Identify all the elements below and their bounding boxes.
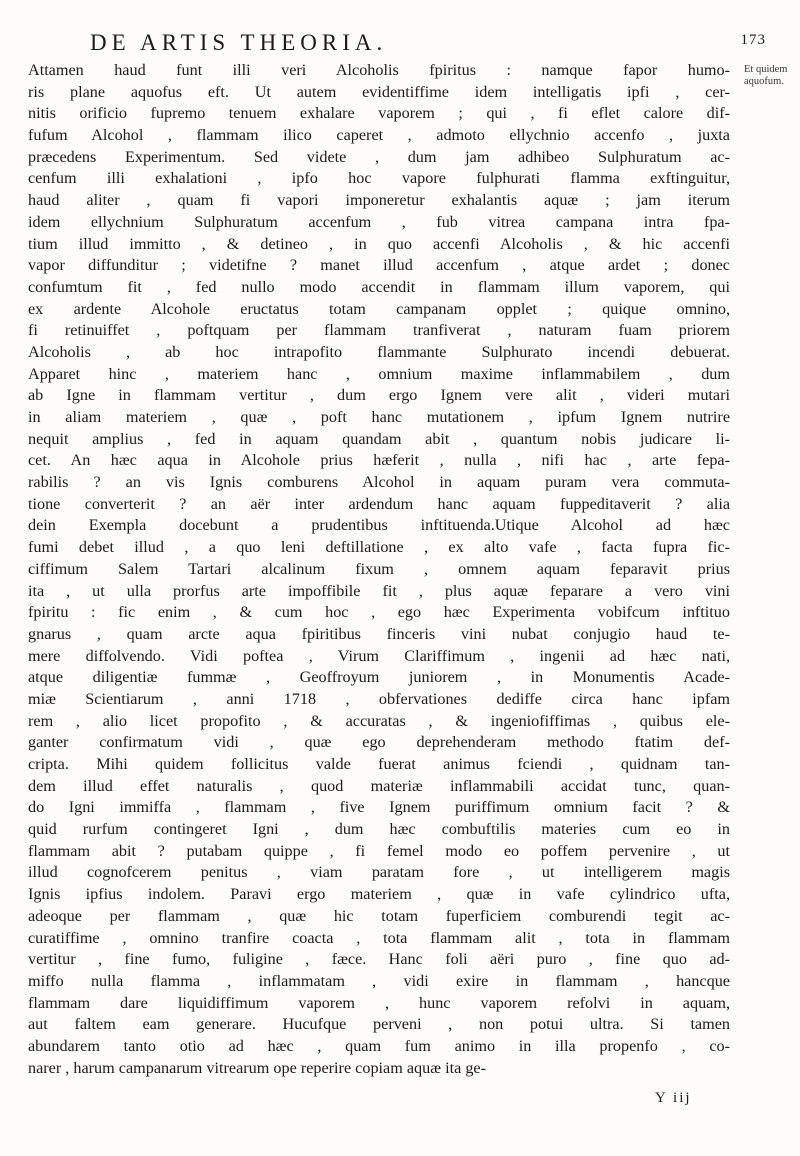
text-line: tium illud immitto , & detineo , in quo accenfi Alcoholis , & hic accenfi (28, 234, 730, 253)
text-line: haud aliter , quam fi vapori imponeretur exhalantis aquæ ; jam iterum (28, 191, 730, 210)
text-line: quid rurfum contingeret Igni , dum hæc combuftilis materies cum eo in (28, 820, 730, 839)
text-line: ciffimum Salem Tartari alcalinum fixum , omnem aquam feparavit prius (28, 559, 730, 578)
text-line: præcedens Experimentum. Sed videte , dum jam adhibeo Sulphuratum ac- (28, 147, 730, 166)
text-line: ex ardente Alcohole eructatus totam campanam opplet ; quique omnino, (28, 299, 730, 318)
text-line: curatiffime , omnino tranfire coacta , tota flammam alit , tota in flammam (28, 928, 730, 947)
text-line: fpiritu : fic enim , & cum hoc , ego hæc Experimenta vobifcum inftituo (28, 603, 730, 622)
text-line: fi retinuiffet , poftquam per flammam tranfiverat , naturam fuam priorem (28, 321, 730, 340)
page-number: 173 (740, 32, 766, 48)
text-line: cet. An hæc aqua in Alcohole prius hæferit , nulla , nifi hac , arte fepa- (28, 451, 730, 470)
text-line: vapor diffunditur ; videtifne ? manet illud accenfum , atque ardet ; donec (28, 256, 730, 275)
text-line: dein Exempla docebunt a prudentibus inftituenda.Utique Alcohol ad hæc (28, 516, 730, 535)
text-line: ganter confirmatum vidi , quæ ego deprehenderam methodo ftatim def- (28, 733, 730, 752)
text-line: flammam abit ? putabam quippe , fi femel modo eo poffem pervenire , ut (28, 841, 730, 860)
text-line: ita , ut ulla prorfus arte impoffibile fit , plus aquæ feparare a vero vini (28, 581, 730, 600)
marginal-note-line: aquofum. (744, 76, 784, 87)
text-line: in aliam materiem , quæ , poft hanc mutationem , ipfum Ignem nutrire (28, 408, 730, 426)
body-text (28, 60, 730, 1079)
text-line: Apparet hinc , materiem hanc , omnium maxime inflammabilem , dum (28, 364, 730, 383)
text-line: illud cognofcerem penitus , viam paratam fore , ut intelligerem magis (28, 863, 730, 882)
text-line: Alcoholis , ab hoc intrapofito flammante Sulphurato incendi debuerat. (28, 342, 730, 361)
text-line: fumi debet illud , a quo leni deftillatione , ex alto vafe , facta fupra fic- (28, 538, 730, 557)
text-line: nequit amplius , fed in aquam quandam abit , quantum nobis judicare li- (28, 429, 730, 448)
page-header (90, 30, 766, 60)
text-line: atque diligentiæ fummæ , Geoffroyum juniorem , in Monumentis Acade- (28, 668, 730, 687)
text-line: abundarem tanto otio ad hæc , quam fum animo in illa propenfo , co- (28, 1036, 730, 1055)
text-line: rem , alio licet propofito , & accuratas , & ingeniofiffimas , quibus ele- (28, 711, 730, 730)
text-line: rabilis ? an vis Ignis comburens Alcohol in aquam puram vera commuta- (28, 473, 730, 492)
text-line: adeoque per flammam , quæ hic totam fuperficiem comburendi tegit ac- (28, 906, 730, 925)
marginal-note (744, 64, 800, 88)
text-line: dem illud effet naturalis , quod materiæ inflammabili accidat tunc, quan- (28, 776, 730, 795)
text-line: Ignis ipfius indolem. Paravi ergo materiem , quæ in vafe cylindrico ufta, (28, 885, 730, 904)
text-line: miæ Scientiarum , anni 1718 , obfervationes dediffe circa hanc ipfam (28, 689, 730, 708)
text-line: do Igni immiffa , flammam , five Ignem puriffimum omnium facit ? & (28, 798, 730, 817)
text-line: confumtum fit , fed nullo modo accendit in flammam illum vaporem, qui (28, 277, 730, 296)
signature-mark: Y iij (655, 1090, 692, 1106)
text-line: narer , harum campanarum vitrearum ope reperire copiam aquæ ita ge- (28, 1058, 486, 1077)
text-line: flammam dare liquidiffimum vaporem , hunc vaporem refolvi in aquam, (28, 993, 730, 1012)
text-line: cripta. Mihi quidem follicitus valde fuerat animus fciendi , quidnam tan- (28, 755, 730, 773)
text-line: vertitur , fine fumo, fuligine , fæce. Hanc foli aëri puro , fine quo ad- (28, 950, 730, 969)
text-line: ris plane aquofus eft. Ut autem evidentiffime idem intelligatis ipfi , cer- (28, 82, 730, 101)
text-line: miffo nulla flamma , inflammatam , vidi exire in flammam , hancque (28, 971, 730, 990)
text-line: mere diffolvendo. Vidi poftea , Virum Clariffimum , ingenii ad hæc nati, (28, 646, 730, 665)
marginal-note-line: Et quidem (744, 64, 788, 75)
text-line: gnarus , quam arcte aqua fpiritibus finceris vini nubat conjugio haud te- (28, 624, 730, 643)
text-line: cenfum illi exhalationi , ipfo hoc vapore fulphurati flamma exftinguitur, (28, 169, 730, 188)
text-line: tione converterit ? an aër inter ardendum hanc aquam fuppeditaverit ? alia (28, 494, 730, 513)
text-line: nitis orificio fupremo tenuem exhalare vaporem ; qui , fi eflet calore dif- (28, 104, 730, 123)
running-head: DE ARTIS THEORIA. (90, 30, 388, 55)
text-line: aut faltem eam generare. Hucufque perveni , non potui ultra. Si tamen (28, 1015, 730, 1034)
text-line: fufum Alcohol , flammam ilico caperet , admoto ellychnio accenfo , juxta (28, 126, 730, 145)
text-line: ab Igne in flammam vertitur , dum ergo Ignem vere alit , videri mutari (28, 386, 730, 405)
text-line: Attamen haud funt illi veri Alcoholis fpiritus : namque fapor humo- (28, 61, 730, 79)
text-line: idem ellychnium Sulphuratum accenfum , fub vitrea campana intra fpa- (28, 212, 730, 231)
